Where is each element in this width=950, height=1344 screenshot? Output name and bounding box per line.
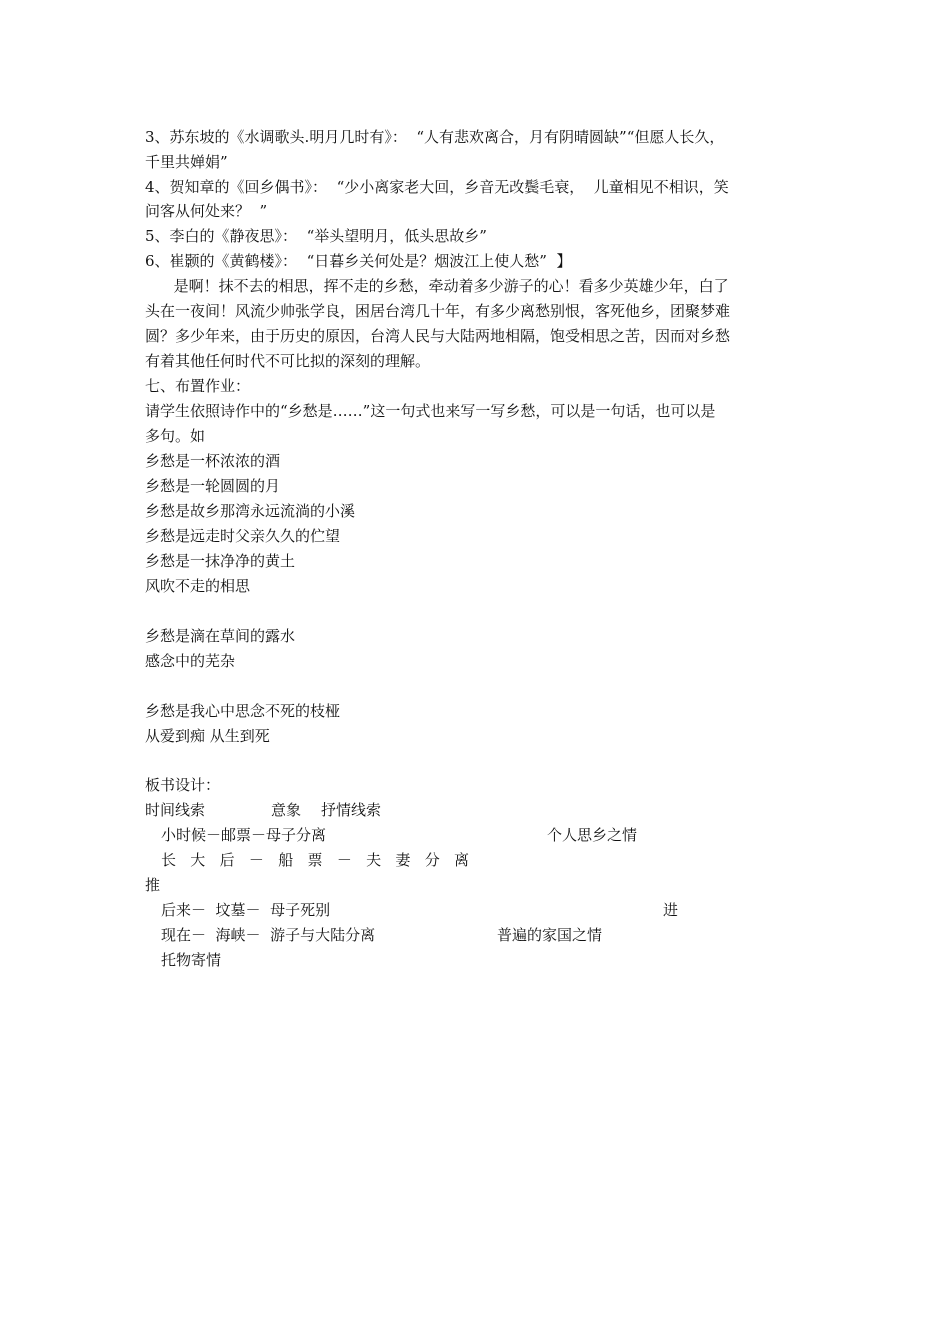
poem-line: 乡愁是我心中思念不死的枝桠 [145, 702, 341, 720]
text-line: 4、贺知章的《回乡偶书》： “少小离家老大回，乡音无改鬓毛衰， 儿童相见不相识，笑 [145, 178, 729, 196]
paragraph-line: 有着其他任何时代不可比拟的深刻的理解。 [145, 352, 431, 370]
board-row: 长 大 后 － 船 票 － 夫 妻 分 离 [161, 851, 470, 869]
paragraph-line: 是啊！抹不去的相思，挥不走的乡愁，牵动着多少游子的心！看多少英雄少年，白了 [145, 277, 729, 295]
board-row: 现在－ 海峡－ 游子与大陆分离 [161, 926, 376, 944]
text-line: 3、苏东坡的《水调歌头.明月几时有》： “人有悲欢离合，月有阴晴圆缺”“但愿人长久， [145, 128, 725, 146]
poem-line: 乡愁是一抹净净的黄土 [145, 552, 296, 570]
board-column-time: 时间线索 [145, 801, 206, 819]
text-line: 5、李白的《静夜思》： “举头望明月，低头思故乡” [145, 227, 487, 245]
poem-line: 乡愁是故乡那湾永远流淌的小溪 [145, 502, 356, 520]
board-jin: 进 [663, 901, 679, 919]
board-column-emotion: 抒情线索 [321, 801, 382, 819]
board-design-heading: 板书设计： [145, 776, 221, 794]
board-row: 托物寄情 [161, 951, 222, 969]
board-column-image: 意象 [271, 801, 302, 819]
paragraph-line: 圆？多少年来，由于历史的原因，台湾人民与大陆两地相隔，饱受相思之苦，因而对乡愁 [145, 327, 731, 345]
board-row: 小时候－邮票－母子分离 [161, 826, 327, 844]
text-line: 问客从何处来？ ” [145, 202, 268, 220]
poem-line: 感念中的芜杂 [145, 652, 236, 670]
text-line: 6、崔颢的《黄鹤楼》： “日暮乡关何处是？烟波江上使人愁” 】 [145, 252, 572, 270]
board-row-note: 个人思乡之情 [547, 826, 638, 844]
text-line: 多句。如 [145, 427, 206, 445]
poem-line: 从爱到痴 从生到死 [145, 727, 270, 745]
text-line: 千里共婵娟” [145, 153, 228, 171]
text-line: 请学生依照诗作中的“乡愁是……”这一句式也来写一写乡愁，可以是一句话，也可以是 [145, 402, 716, 420]
poem-line: 风吹不走的相思 [145, 577, 251, 595]
section-heading: 七、布置作业： [145, 377, 251, 395]
poem-line: 乡愁是远走时父亲久久的伫望 [145, 527, 341, 545]
paragraph-line: 头在一夜间！风流少帅张学良，困居台湾几十年，有多少离愁别恨，客死他乡，团聚梦难 [145, 302, 731, 320]
poem-line: 乡愁是一轮圆圆的月 [145, 477, 281, 495]
board-row: 后来－ 坟墓－ 母子死别 [161, 901, 331, 919]
board-row-note: 普遍的家国之情 [497, 926, 603, 944]
poem-line: 乡愁是一杯浓浓的酒 [145, 452, 281, 470]
board-tui: 推 [145, 876, 161, 894]
poem-line: 乡愁是滴在草间的露水 [145, 627, 296, 645]
